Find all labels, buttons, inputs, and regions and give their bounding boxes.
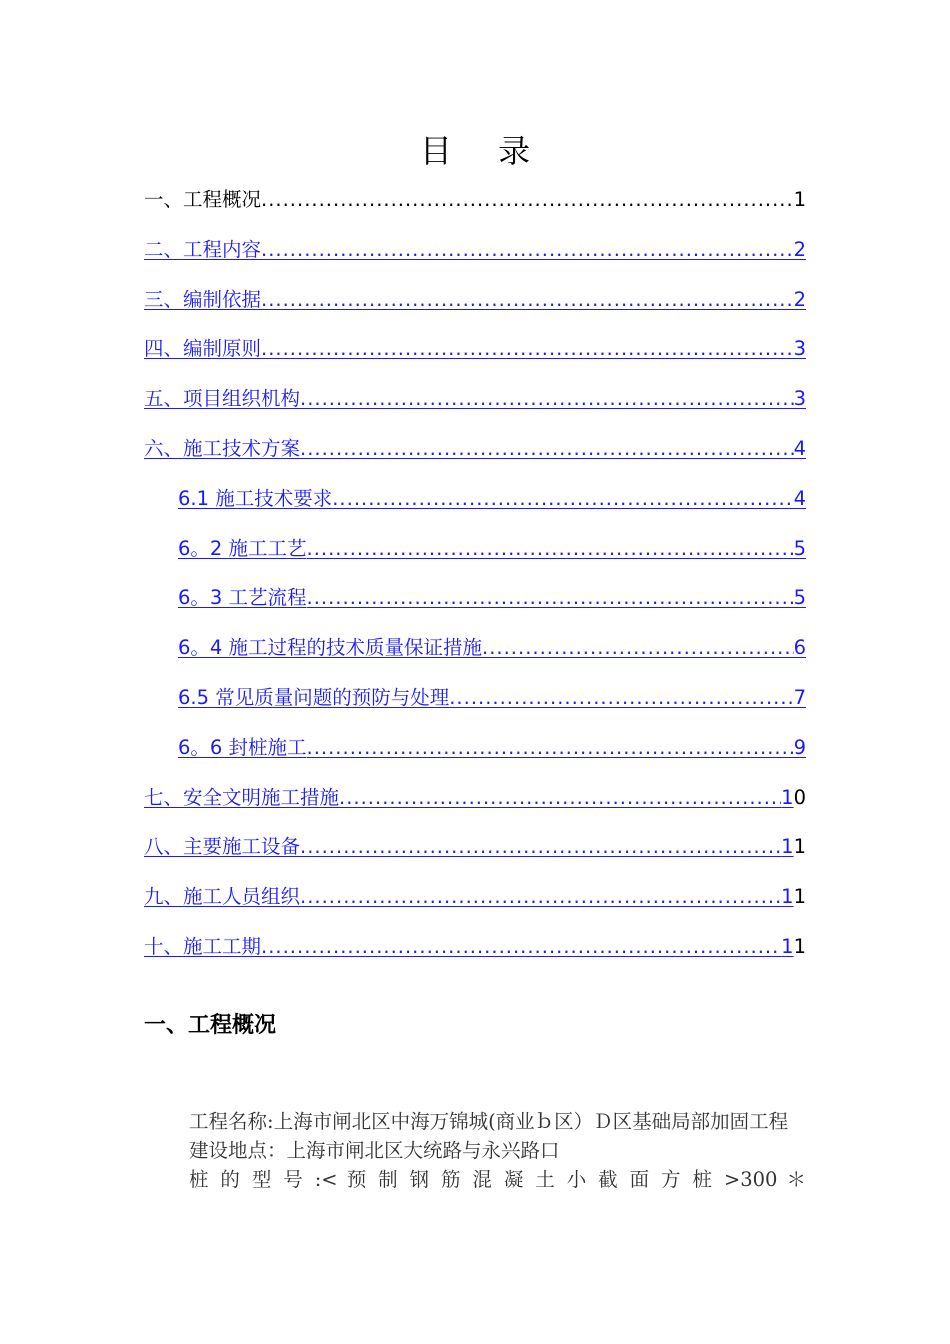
toc-entry[interactable] [144, 237, 806, 263]
toc-entry-page: 10 [781, 786, 806, 809]
toc-entry-label: 四、编制原则 [144, 337, 262, 360]
toc-entry-page: 4 [793, 487, 806, 510]
section-body [144, 1107, 806, 1194]
toc-entry-label: 八、主要施工设备 [144, 835, 301, 858]
toc-leader-dots [300, 834, 781, 860]
toc-entry-page: 6 [793, 636, 806, 659]
toc-leader-dots [261, 287, 794, 313]
toc-leader-dots [339, 785, 781, 811]
toc-entry[interactable] [144, 934, 806, 960]
toc-entry[interactable] [178, 735, 806, 761]
toc-entry[interactable] [144, 287, 806, 313]
toc-entry-page: 1 [793, 188, 806, 211]
toc-entry-label: 6。3 工艺流程 [178, 586, 307, 609]
toc-entry-page: 4 [793, 437, 806, 460]
toc-entry-label: 九、施工人员组织 [144, 885, 301, 908]
toc-entry-label: 十、施工工期 [144, 935, 262, 958]
toc-entry[interactable] [178, 585, 806, 611]
toc-entry-label: 6。2 施工工艺 [178, 537, 307, 560]
toc-entry[interactable] [178, 635, 806, 661]
toc-entry-page: 2 [793, 238, 806, 261]
toc-entry-page: 3 [793, 337, 806, 360]
toc-leader-dots [300, 436, 794, 462]
toc-entry[interactable] [144, 336, 806, 362]
toc-entry[interactable] [178, 536, 806, 562]
toc-entry-page: 11 [781, 935, 806, 958]
toc-entry-page: 5 [793, 537, 806, 560]
toc-entry [144, 187, 806, 213]
toc-entry-label: 三、编制依据 [144, 288, 262, 311]
toc-leader-dots [482, 635, 794, 661]
toc-leader-dots [261, 934, 781, 960]
section-heading: 一、工程概况 [144, 1013, 277, 1038]
toc-entry[interactable] [144, 386, 806, 412]
toc-entry-label: 六、施工技术方案 [144, 437, 301, 460]
toc-entry-page: 11 [781, 835, 806, 858]
toc-leader-dots [449, 685, 793, 711]
toc-entry-page: 9 [793, 736, 806, 759]
toc-entry[interactable] [178, 486, 806, 512]
toc-leader-dots [261, 237, 794, 263]
construction-site-paragraph: 建设地点：上海市闸北区大统路与永兴路口 [189, 1139, 560, 1162]
toc-entry[interactable] [144, 785, 806, 811]
toc-entry-label: 二、工程内容 [144, 238, 262, 261]
project-name-paragraph: 工程名称:上海市闸北区中海万锦城(商业ｂ区）Ｄ区基础局部加固工程 [189, 1110, 789, 1133]
toc-entry-label: 6.5 常见质量问题的预防与处理 [178, 686, 450, 709]
toc-entry[interactable] [144, 834, 806, 860]
toc-entry-page: 3 [793, 387, 806, 410]
toc-entry-label: 6.1 施工技术要求 [178, 487, 333, 510]
toc-leader-dots [307, 536, 794, 562]
toc-entry-page: 7 [793, 686, 806, 709]
toc-leader-dots [307, 735, 794, 761]
toc-entry-label: 6。4 施工过程的技术质量保证措施 [178, 636, 483, 659]
pile-type-paragraph: 桩 的 型 号 :< 预 制 钢 筋 混 凝 土 小 截 面 方 桩 >300 ＊ [189, 1168, 806, 1191]
toc-leader-dots [261, 187, 794, 213]
toc-entry-label: 6。6 封桩施工 [178, 736, 307, 759]
toc-entry-label: 七、安全文明施工措施 [144, 786, 340, 809]
toc-title: 目 录 [419, 132, 549, 170]
toc-entry-page: 11 [781, 885, 806, 908]
toc-entry-page: 5 [793, 586, 806, 609]
toc-entry[interactable] [144, 436, 806, 462]
toc-entry[interactable] [178, 685, 806, 711]
toc-leader-dots [300, 884, 781, 910]
toc-leader-dots [307, 585, 794, 611]
toc-leader-dots [261, 336, 794, 362]
toc-entry-label: 一、工程概况 [144, 188, 262, 211]
toc-entry-label: 五、项目组织机构 [144, 387, 301, 410]
toc-entry-page: 2 [793, 288, 806, 311]
toc-leader-dots [300, 386, 794, 412]
toc-entry[interactable] [144, 884, 806, 910]
toc-leader-dots [332, 486, 793, 512]
